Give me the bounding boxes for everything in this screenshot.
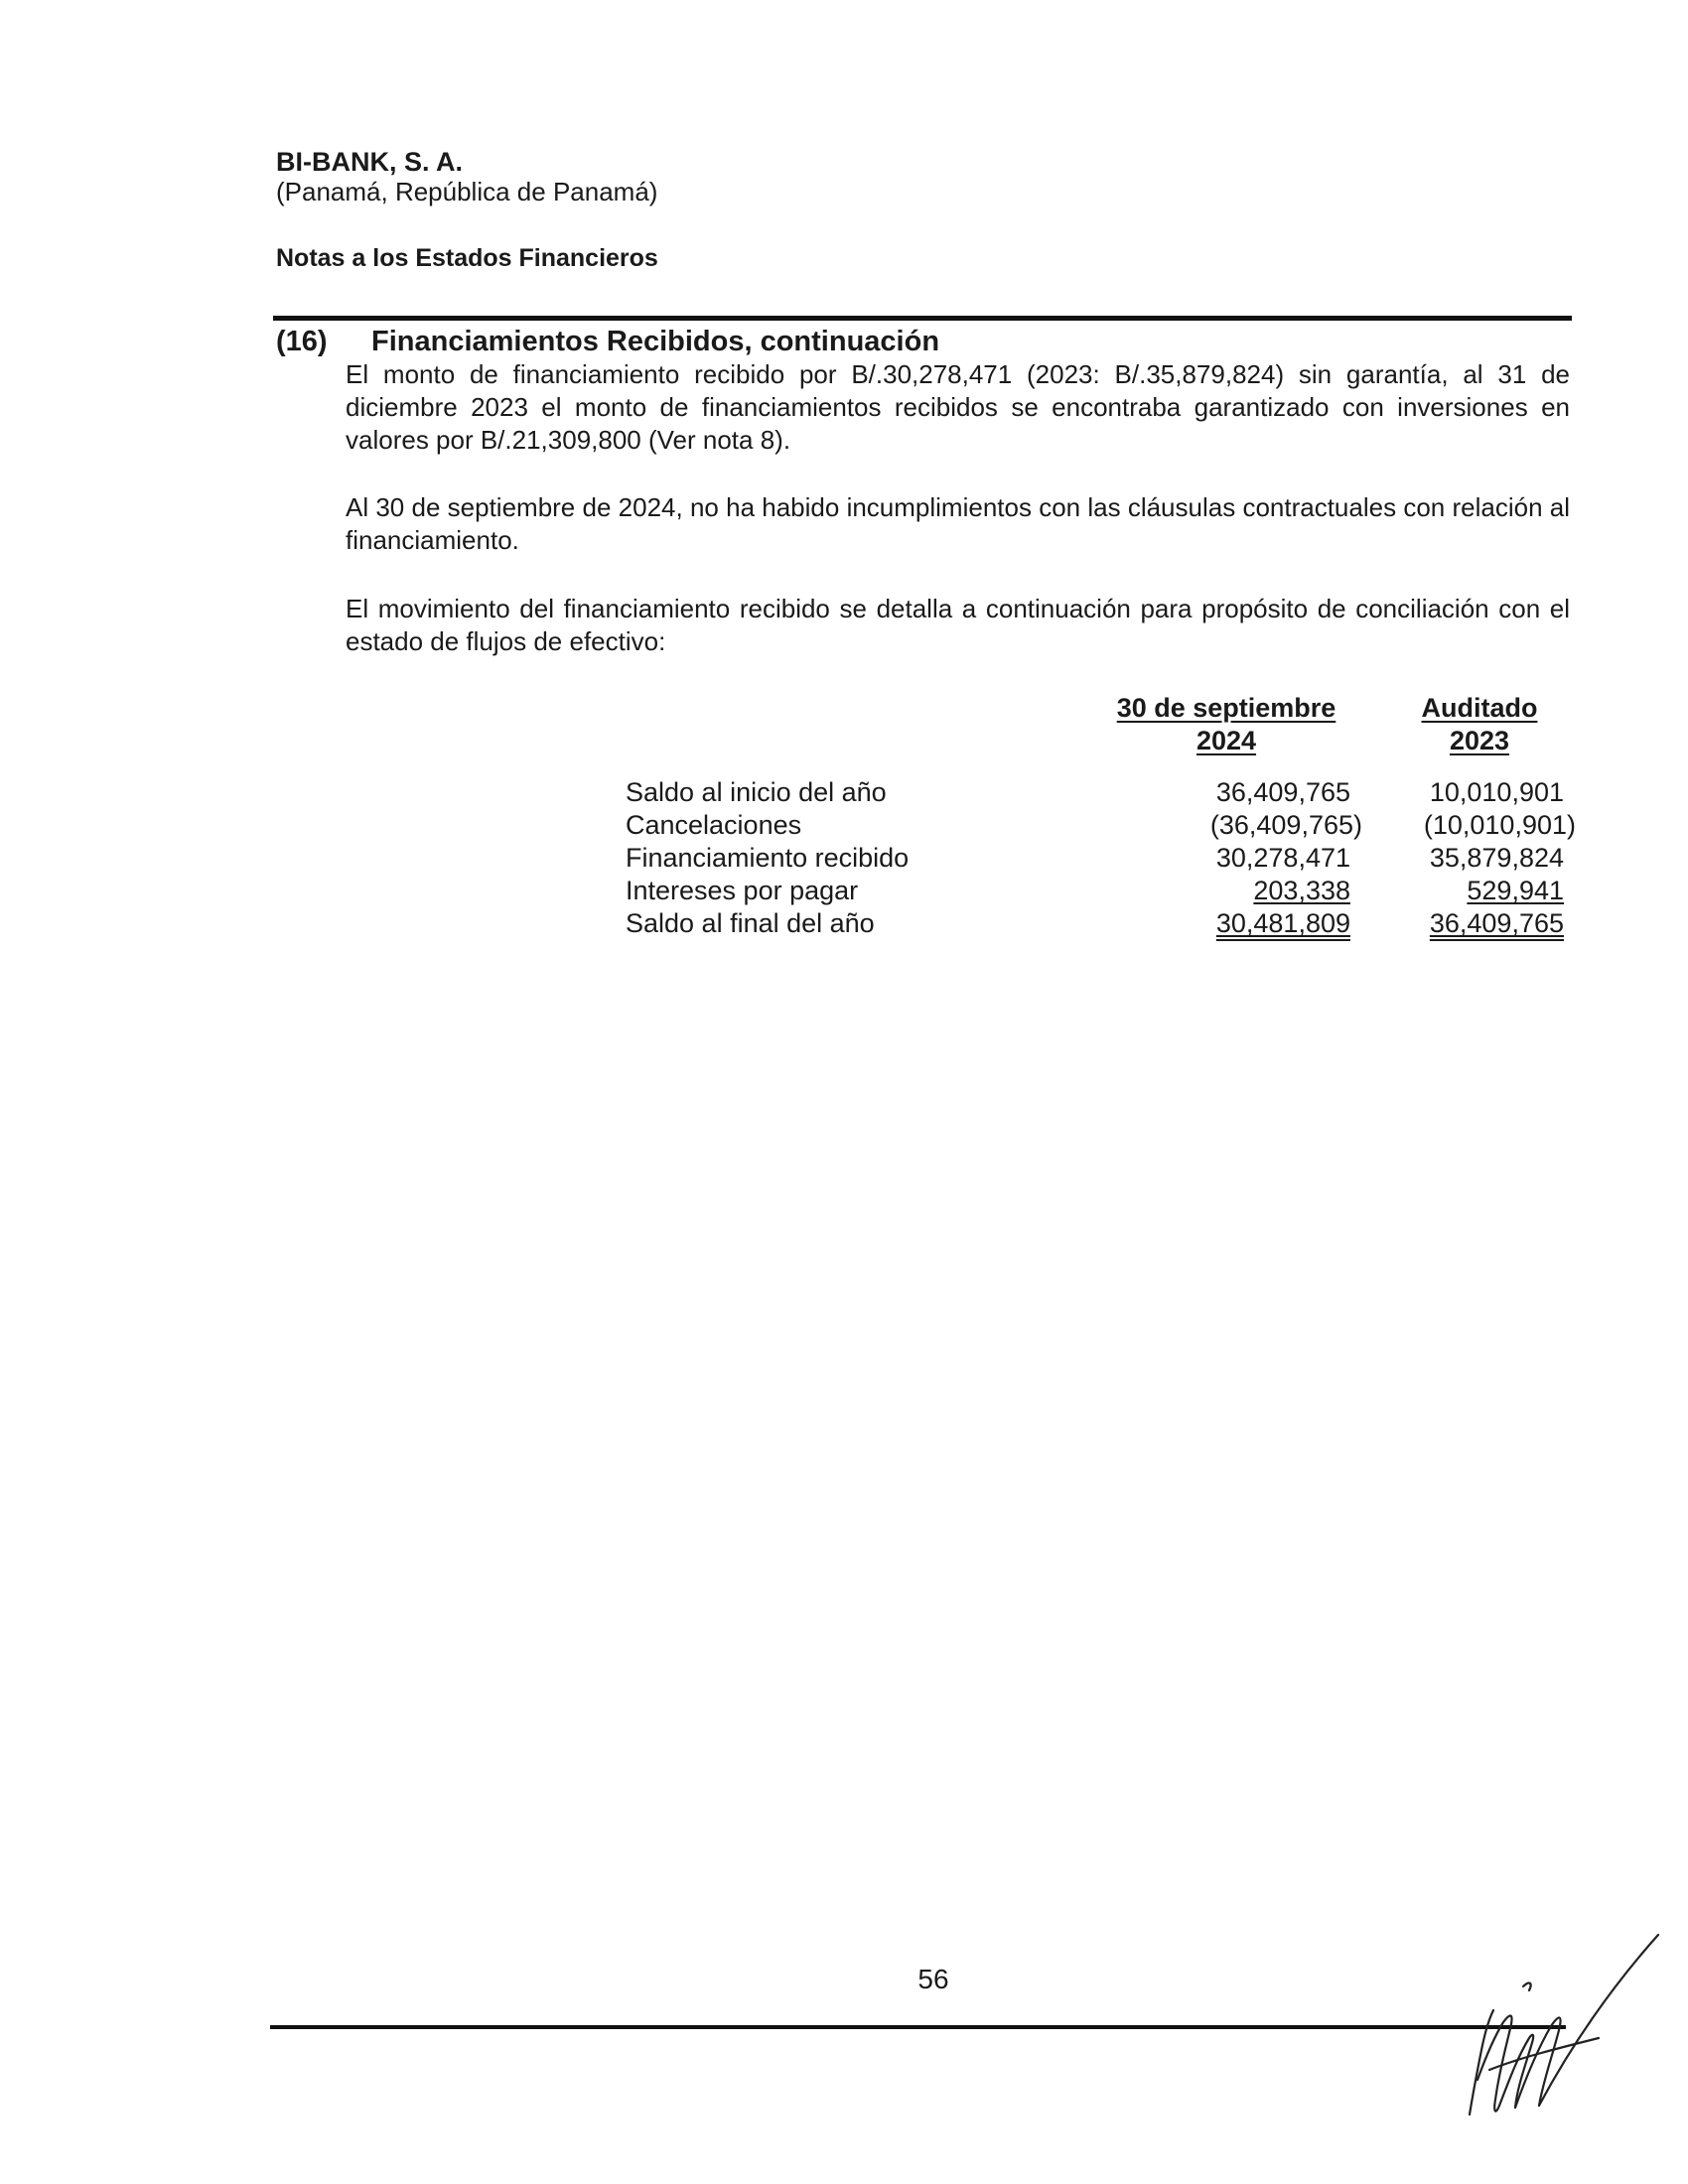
column-header-2023-year: 2023 (1449, 726, 1510, 755)
row-label: Cancelaciones (626, 810, 802, 840)
paragraph-movement-intro: El movimiento del financiamiento recibido se detalla a continuación para propósito de conciliación con el estado de flujos de efectivo: (346, 594, 1570, 656)
column-header-2024-period: 30 de septiembre (1116, 693, 1336, 723)
financing-movement-table (626, 776, 1574, 940)
row-label: Financiamiento recibido (626, 843, 910, 873)
table-row-cancellations (626, 809, 1574, 842)
page-number: 56 (917, 1964, 949, 1994)
company-location: (Panamá, República de Panamá) (276, 177, 658, 206)
value-2023: 10,010,901 (1429, 777, 1564, 807)
column-header-2023-audited: Auditado (1421, 693, 1538, 723)
table-row-financing-received (626, 842, 1574, 875)
value-2024: 30,481,809 (1215, 908, 1350, 938)
value-2023: 529,941 (1467, 876, 1564, 905)
value-2024: 203,338 (1253, 876, 1350, 905)
column-header-2024-year: 2024 (1196, 726, 1257, 755)
table-row-opening-balance (626, 776, 1574, 809)
company-name: BI-BANK, S. A. (276, 147, 463, 177)
paragraph-covenants: Al 30 de septiembre de 2024, no ha habido incumplimientos con las cláusulas contractuales con relación al financiamiento. (346, 492, 1570, 555)
value-2023: (10,010,901) (1423, 810, 1576, 840)
value-2024: (36,409,765) (1209, 810, 1362, 840)
signature-initials (1460, 1931, 1678, 2129)
table-row-closing-balance (626, 907, 1574, 940)
row-label: Saldo al inicio del año (626, 777, 887, 807)
value-2023: 36,409,765 (1429, 908, 1564, 938)
bottom-divider (270, 2025, 1566, 2029)
top-divider (273, 316, 1572, 321)
row-label: Saldo al final del año (626, 908, 875, 938)
document-title: Notas a los Estados Financieros (276, 244, 658, 272)
note-number: (16) (276, 326, 328, 357)
value-2024: 30,278,471 (1215, 843, 1350, 873)
row-label: Intereses por pagar (626, 876, 859, 905)
value-2023: 35,879,824 (1429, 843, 1564, 873)
table-row-interest-payable (626, 875, 1574, 907)
note-title: Financiamientos Recibidos, continuación (371, 326, 940, 357)
value-2024: 36,409,765 (1215, 777, 1350, 807)
paragraph-financing-guarantee: El monto de financiamiento recibido por B/.30,278,471 (2023: B/.35,879,824) sin garantía, al 31 de diciembre 2023 el monto de financiamientos recibidos se encontraba garantizado con inversiones en valores por B/.21,309,800 (Ver nota 8). (346, 359, 1570, 455)
